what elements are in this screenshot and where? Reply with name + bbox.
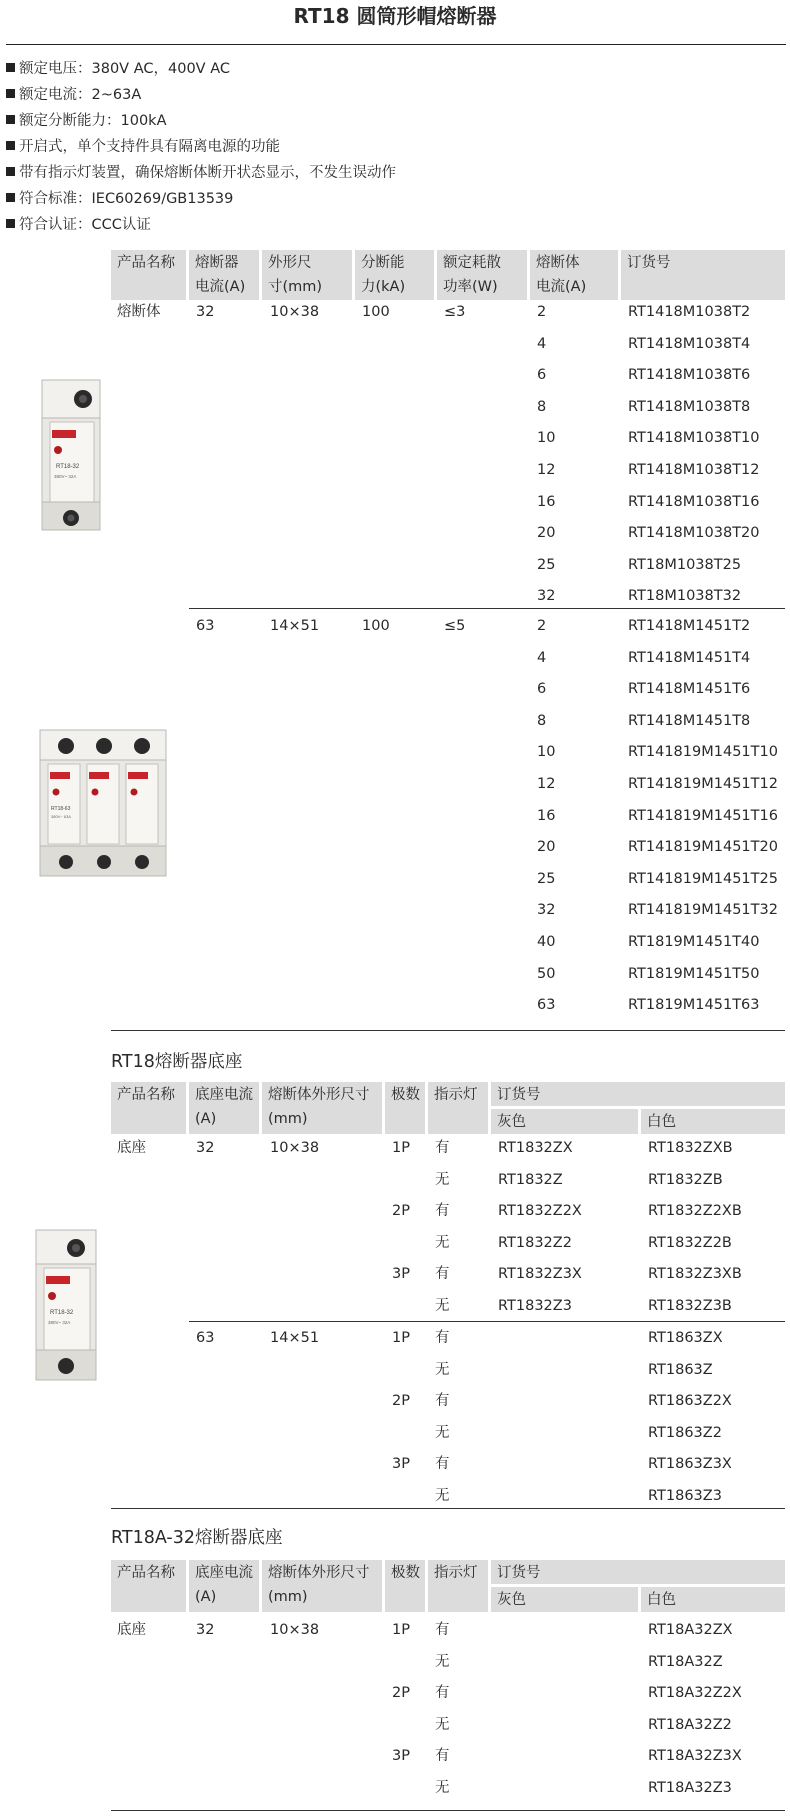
t1-header-order: 订货号 <box>621 250 785 300</box>
bullet-square-icon <box>6 141 15 150</box>
poles-cell: 1P <box>392 1622 410 1638</box>
t1-order-number: RT1819M1451T40 <box>628 934 760 950</box>
t1-link-current: 4 <box>537 649 547 666</box>
t1-order-number: RT1819M1451T63 <box>628 997 760 1014</box>
spec-item: 符合标准：IEC60269/GB13539 <box>6 186 706 212</box>
order-white-cell: RT1832Z2B <box>648 1234 732 1251</box>
spec-item: 额定电压：380V AC，400V AC <box>6 56 706 82</box>
t3-header-poles: 极数 <box>385 1560 425 1612</box>
order-white-cell: RT18A32Z3X <box>648 1748 742 1765</box>
t1-g2-power: ≤5 <box>444 618 466 634</box>
t1-header-product: 产品名称 <box>111 250 186 300</box>
t1-g2-breaking: 100 <box>362 618 390 634</box>
t1-link-current: 20 <box>537 525 556 542</box>
t1-order-number: RT141819M1451T12 <box>628 776 778 792</box>
spec-list <box>6 56 706 238</box>
bullet-square-icon <box>6 89 15 98</box>
t2-header-indicator: 指示灯 <box>428 1082 488 1134</box>
order-white-cell: RT1863Z3 <box>648 1488 722 1504</box>
t1-order-number: RT1418M1451T2 <box>628 618 751 634</box>
t1-link-current: 8 <box>537 712 547 729</box>
t2-header-order: 订货号 <box>491 1082 785 1106</box>
t1-link-current: 8 <box>537 398 547 415</box>
t2-g1-size: 10×38 <box>270 1140 320 1156</box>
t1-g1-breaking: 100 <box>362 304 390 320</box>
indicator-cell: 有 <box>435 1456 450 1473</box>
indicator-cell: 无 <box>435 1780 450 1796</box>
t2-header-current: 底座电流 (A) <box>189 1082 259 1134</box>
spec-item: 额定电流：2~63A <box>6 82 706 108</box>
t1-order-number: RT1819M1451T50 <box>628 965 760 982</box>
t2-header-product: 产品名称 <box>111 1082 186 1134</box>
poles-cell: 3P <box>392 1266 410 1283</box>
triple-photo-label: RT18-63 <box>51 806 71 812</box>
triple-photo-sublabel: 380V~ 63A <box>51 814 71 819</box>
t1-order-number: RT1418M1451T6 <box>628 681 751 698</box>
t1-header-breaking: 分断能 力(kA) <box>355 250 434 300</box>
t1-g2-size: 14×51 <box>270 618 320 634</box>
order-grey-cell: RT1832Z <box>498 1171 563 1188</box>
poles-cell: 2P <box>392 1393 410 1410</box>
t1-order-number: RT141819M1451T25 <box>628 870 778 887</box>
t2-header-size: 熔断体外形尺寸 (mm) <box>262 1082 382 1134</box>
t1-product-name: 熔断体 <box>117 304 161 320</box>
spec-item: 符合认证：CCC认证 <box>6 212 706 238</box>
t1-bottom-rule <box>111 1030 785 1031</box>
t2-group-divider <box>189 1321 785 1322</box>
t1-link-current: 12 <box>537 776 556 792</box>
t1-link-current: 4 <box>537 335 547 352</box>
t1-order-number: RT1418M1038T10 <box>628 430 760 447</box>
order-white-cell: RT1832Z3B <box>648 1298 732 1314</box>
t1-order-number: RT1418M1038T12 <box>628 462 760 478</box>
t1-g1-current: 32 <box>196 304 215 320</box>
order-white-cell: RT1832Z3XB <box>648 1266 742 1283</box>
t1-link-current: 25 <box>537 556 556 573</box>
indicator-cell: 有 <box>435 1140 450 1156</box>
t1-g1-power: ≤3 <box>444 304 466 320</box>
indicator-cell: 有 <box>435 1685 450 1702</box>
order-grey-cell: RT1832Z2 <box>498 1234 572 1251</box>
single-fuse-holder-photo <box>36 370 110 540</box>
t1-link-current: 10 <box>537 430 556 447</box>
indicator-cell: 无 <box>435 1234 450 1251</box>
t1-order-number: RT141819M1451T32 <box>628 902 778 919</box>
order-grey-cell: RT1832Z2X <box>498 1203 582 1220</box>
t1-order-number: RT141819M1451T16 <box>628 807 778 824</box>
indicator-cell: 有 <box>435 1330 450 1346</box>
t1-g2-current: 63 <box>196 618 215 634</box>
indicator-cell: 有 <box>435 1203 450 1220</box>
t2-g1-current: 32 <box>196 1140 215 1156</box>
t1-order-number: RT1418M1038T16 <box>628 493 760 510</box>
order-white-cell: RT1863Z <box>648 1361 713 1378</box>
order-white-cell: RT1832Z2XB <box>648 1203 742 1220</box>
indicator-cell: 无 <box>435 1653 450 1670</box>
order-grey-cell: RT1832ZX <box>498 1140 573 1156</box>
t1-g1-size: 10×38 <box>270 304 320 320</box>
title-divider <box>6 44 786 45</box>
order-white-cell: RT1863Z2 <box>648 1424 722 1441</box>
t2-header-white: 白色 <box>641 1109 785 1134</box>
poles-cell: 2P <box>392 1685 410 1702</box>
order-white-cell: RT1832ZB <box>648 1171 723 1188</box>
t3-header-indicator: 指示灯 <box>428 1560 488 1612</box>
t3-header-current: 底座电流 (A) <box>189 1560 259 1612</box>
t3-size: 10×38 <box>270 1622 320 1638</box>
indicator-cell: 无 <box>435 1361 450 1378</box>
t1-link-current: 6 <box>537 681 547 698</box>
t2-header-grey: 灰色 <box>491 1109 638 1134</box>
t1-order-number: RT1418M1038T20 <box>628 525 760 542</box>
t1-order-number: RT1418M1451T4 <box>628 649 751 666</box>
order-white-cell: RT18A32Z3 <box>648 1780 732 1796</box>
indicator-cell: 有 <box>435 1393 450 1410</box>
t1-link-current: 16 <box>537 807 556 824</box>
single-photo-sublabel: 380V~ 32A <box>54 474 77 479</box>
base-photo-label: RT18-32 <box>50 1310 74 1316</box>
order-white-cell: RT1832ZXB <box>648 1140 733 1156</box>
t1-link-current: 20 <box>537 839 556 856</box>
t1-link-current: 32 <box>537 588 556 605</box>
t1-order-number: RT141819M1451T20 <box>628 839 778 856</box>
spec-item: 带有指示灯装置，确保熔断体断开状态显示，不发生误动作 <box>6 160 706 186</box>
indicator-cell: 无 <box>435 1298 450 1314</box>
indicator-cell: 有 <box>435 1266 450 1283</box>
single-base-photo <box>30 1222 104 1390</box>
spec-item: 开启式，单个支持件具有隔离电源的功能 <box>6 134 706 160</box>
triple-fuse-holder-photo <box>36 722 170 884</box>
order-white-cell: RT18A32Z2 <box>648 1716 732 1733</box>
t1-link-current: 2 <box>537 618 547 634</box>
indicator-cell: 无 <box>435 1716 450 1733</box>
t1-header-link-current: 熔断体 电流(A) <box>530 250 618 300</box>
t1-header-size: 外形尺 寸(mm) <box>262 250 352 300</box>
bullet-square-icon <box>6 115 15 124</box>
t2-header-poles: 极数 <box>385 1082 425 1134</box>
t1-link-current: 32 <box>537 902 556 919</box>
base-section-title: RT18熔断器底座 <box>111 1052 243 1072</box>
base-photo-sublabel: 380V~ 32A <box>48 1320 71 1325</box>
t3-bottom-rule <box>111 1810 785 1811</box>
t1-order-number: RT1418M1451T8 <box>628 712 751 729</box>
indicator-cell: 有 <box>435 1748 450 1765</box>
t1-link-current: 2 <box>537 304 547 320</box>
order-white-cell: RT18A32ZX <box>648 1622 733 1638</box>
order-white-cell: RT18A32Z <box>648 1653 723 1670</box>
t1-order-number: RT1418M1038T4 <box>628 335 751 352</box>
t1-header-power: 额定耗散 功率(W) <box>437 250 527 300</box>
t3-header-white: 白色 <box>641 1587 785 1612</box>
order-white-cell: RT18A32Z2X <box>648 1685 742 1702</box>
t1-link-current: 16 <box>537 493 556 510</box>
indicator-cell: 无 <box>435 1424 450 1441</box>
order-grey-cell: RT1832Z3X <box>498 1266 582 1283</box>
t3-header-size: 熔断体外形尺寸 (mm) <box>262 1560 382 1612</box>
order-white-cell: RT1863Z3X <box>648 1456 732 1473</box>
single-photo-label: RT18-32 <box>56 464 80 470</box>
t3-header-grey: 灰色 <box>491 1587 638 1612</box>
t1-link-current: 63 <box>537 997 556 1014</box>
t3-product-name: 底座 <box>117 1622 146 1638</box>
order-white-cell: RT1863ZX <box>648 1330 723 1346</box>
order-grey-cell: RT1832Z3 <box>498 1298 572 1314</box>
bullet-square-icon <box>6 63 15 72</box>
poles-cell: 3P <box>392 1748 410 1765</box>
t1-link-current: 50 <box>537 965 556 982</box>
page-title: RT18 圆筒形帽熔断器 <box>293 4 497 28</box>
indicator-cell: 有 <box>435 1622 450 1638</box>
poles-cell: 2P <box>392 1203 410 1220</box>
bullet-square-icon <box>6 193 15 202</box>
t1-group-divider <box>189 608 785 609</box>
t1-order-number: RT1418M1038T8 <box>628 398 751 415</box>
t1-header-fuse-current: 熔断器 电流(A) <box>189 250 259 300</box>
a32-base-section-title: RT18A-32熔断器底座 <box>111 1528 283 1548</box>
t1-link-current: 12 <box>537 462 556 478</box>
t3-header-product: 产品名称 <box>111 1560 186 1612</box>
t1-link-current: 40 <box>537 934 556 950</box>
t2-g2-size: 14×51 <box>270 1330 320 1346</box>
indicator-cell: 无 <box>435 1488 450 1504</box>
t1-link-current: 6 <box>537 367 547 384</box>
t1-order-number: RT1418M1038T6 <box>628 367 751 384</box>
poles-cell: 1P <box>392 1330 410 1346</box>
t2-g2-current: 63 <box>196 1330 215 1346</box>
t1-order-number: RT18M1038T32 <box>628 588 742 605</box>
t1-order-number: RT1418M1038T2 <box>628 304 751 320</box>
indicator-cell: 无 <box>435 1171 450 1188</box>
t2-bottom-rule <box>111 1508 785 1509</box>
t3-current: 32 <box>196 1622 215 1638</box>
t2-product-name: 底座 <box>117 1140 146 1156</box>
bullet-square-icon <box>6 219 15 228</box>
spec-item: 额定分断能力：100kA <box>6 108 706 134</box>
poles-cell: 3P <box>392 1456 410 1473</box>
t1-order-number: RT141819M1451T10 <box>628 744 778 761</box>
poles-cell: 1P <box>392 1140 410 1156</box>
t3-header-order: 订货号 <box>491 1560 785 1584</box>
t1-order-number: RT18M1038T25 <box>628 556 742 573</box>
order-white-cell: RT1863Z2X <box>648 1393 732 1410</box>
t1-link-current: 10 <box>537 744 556 761</box>
t1-link-current: 25 <box>537 870 556 887</box>
bullet-square-icon <box>6 167 15 176</box>
